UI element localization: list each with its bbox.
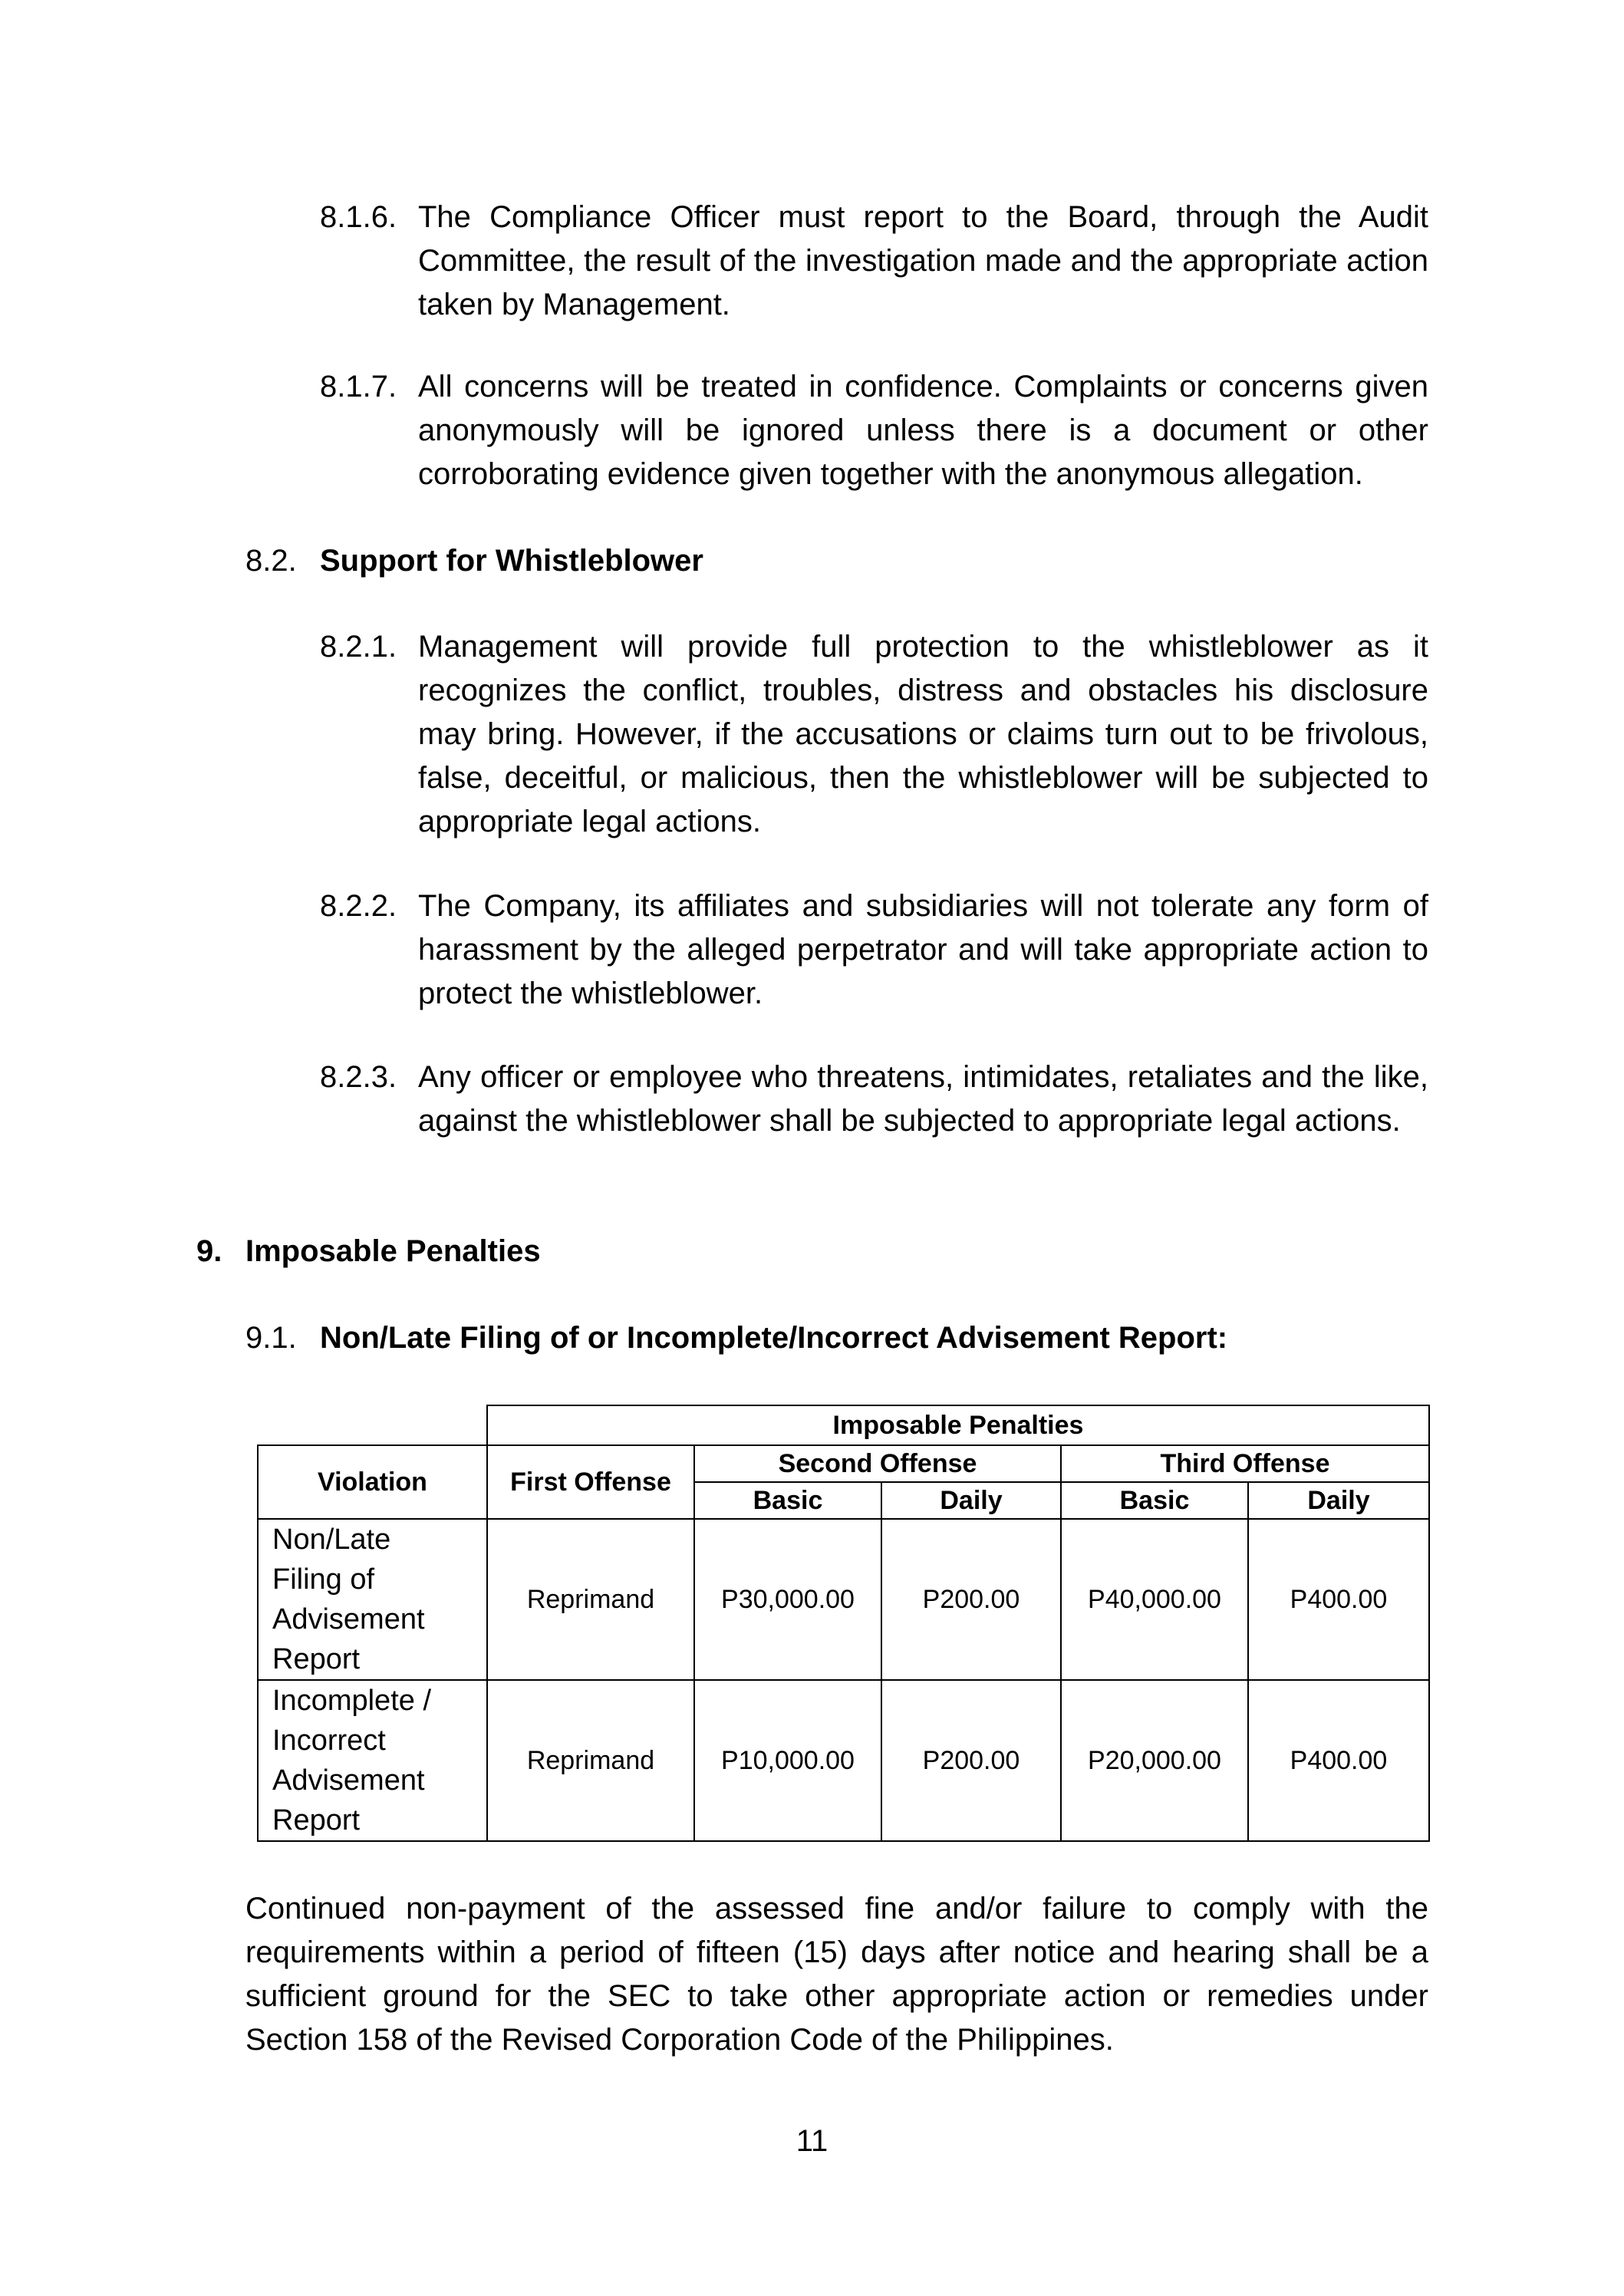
third-basic-cell: P40,000.00	[1061, 1519, 1248, 1680]
violation-line: Advisement	[272, 1764, 425, 1797]
table-row	[258, 1680, 1429, 1841]
section-number-9: 9.	[196, 1234, 222, 1268]
section-number-8-2-2: 8.2.2.	[320, 889, 397, 923]
section-heading-9-1: Non/Late Filing of or Incomplete/Incorrect Advisement Report:	[320, 1321, 1228, 1355]
header-second-basic: Basic	[694, 1482, 881, 1519]
violation-line: Incomplete /	[272, 1685, 431, 1717]
header-imposable-penalties: Imposable Penalties	[487, 1405, 1429, 1445]
violation-line: Advisement	[272, 1603, 425, 1636]
violation-line: Report	[272, 1643, 361, 1675]
third-daily-cell: P400.00	[1248, 1680, 1429, 1841]
header-second-daily: Daily	[881, 1482, 1061, 1519]
header-second-offense: Second Offense	[694, 1445, 1061, 1482]
second-basic-cell: P30,000.00	[694, 1519, 881, 1680]
section-heading-9: Imposable Penalties	[245, 1234, 541, 1268]
paragraph-8-1-6: The Compliance Officer must report to the Board, through the Audit Committee, the result of the investigation made and the appropriate action taken by Management.	[418, 200, 1428, 321]
paragraph-8-1-7: All concerns will be treated in confidence. Complaints or concerns given anonymously will be ignored unless there is a document or other corroborating evidence given together with the anonymous allegation.	[418, 370, 1428, 491]
table-row	[258, 1519, 1429, 1680]
section-number-8-2-1: 8.2.1.	[320, 630, 397, 664]
first-offense-cell: Reprimand	[487, 1680, 694, 1841]
violation-cell	[258, 1680, 487, 1841]
violation-line: Incorrect	[272, 1724, 386, 1757]
header-third-offense: Third Offense	[1061, 1445, 1429, 1482]
second-daily-cell: P200.00	[881, 1680, 1061, 1841]
header-first-offense: First Offense	[487, 1445, 694, 1519]
third-basic-cell: P20,000.00	[1061, 1680, 1248, 1841]
violation-line: Filing of	[272, 1563, 375, 1596]
paragraph-8-2-3: Any officer or employee who threatens, intimidates, retaliates and the like, against the whistleblower shall be subjected to appropriate legal actions.	[418, 1060, 1428, 1138]
violation-line: Non/Late	[272, 1524, 391, 1556]
header-third-daily: Daily	[1248, 1482, 1429, 1519]
third-daily-cell: P400.00	[1248, 1519, 1429, 1680]
header-third-basic: Basic	[1061, 1482, 1248, 1519]
section-number-8-1-6: 8.1.6.	[320, 200, 397, 234]
first-offense-cell: Reprimand	[487, 1519, 694, 1680]
section-number-8-1-7: 8.1.7.	[320, 370, 397, 404]
second-daily-cell: P200.00	[881, 1519, 1061, 1680]
paragraph-8-2-1: Management will provide full protection to the whistleblower as it recognizes the conflict, troubles, distress and obstacles his disclosure may bring. However, if the accusations or claims turn out to be frivolous, false, deceitful, or malicious, then the whistleblower will be subjected to appropriate legal actions.	[418, 630, 1428, 838]
paragraph-8-2-2: The Company, its affiliates and subsidiaries will not tolerate any form of harassment by the alleged perpetrator and will take appropriate action to protect the whistleblower.	[418, 889, 1428, 1010]
table-empty-corner	[258, 1405, 487, 1445]
second-basic-cell: P10,000.00	[694, 1680, 881, 1841]
header-violation: Violation	[258, 1445, 487, 1519]
section-number-9-1: 9.1.	[245, 1321, 297, 1355]
section-number-8-2-3: 8.2.3.	[320, 1060, 397, 1094]
page-number: 11	[796, 2124, 828, 2158]
violation-line: Report	[272, 1804, 361, 1836]
penalties-table	[257, 1405, 1430, 1842]
closing-paragraph: Continued non-payment of the assessed fine and/or failure to comply with the requirements within a period of fifteen (15) days after notice and hearing shall be a sufficient ground for the SEC to take other appropriate action or remedies under Section 158 of the Revised Corporation Code of the Philippines.	[245, 1892, 1428, 2057]
section-number-8-2: 8.2.	[245, 544, 297, 578]
section-heading-8-2: Support for Whistleblower	[320, 544, 703, 578]
violation-cell	[258, 1519, 487, 1680]
